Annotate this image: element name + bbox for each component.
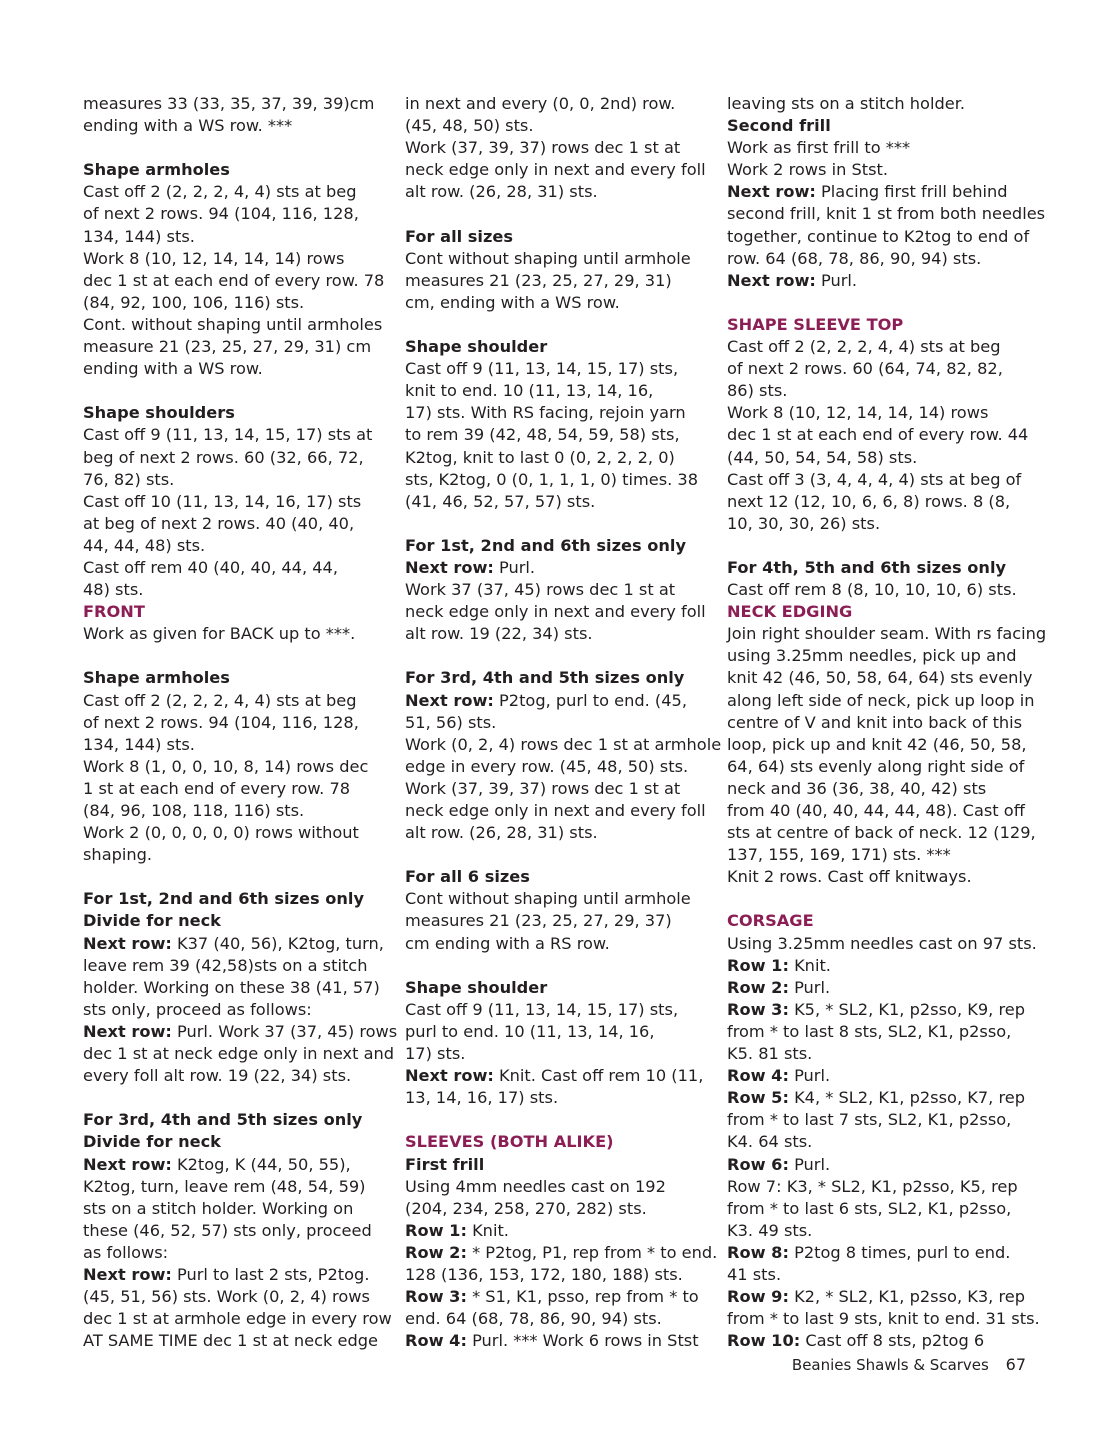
subheading: Divide for neck [83,1132,221,1152]
text-line: Cast off 9 (11, 13, 14, 15, 17) sts, [405,359,679,379]
paragraph-gap [83,137,393,159]
text-line: in next and every (0, 0, 2nd) row. [405,94,676,113]
instruction-line [405,1220,717,1242]
text-line: Cont without shaping until armhole [405,889,691,909]
text-line: Join right shoulder seam. With rs facing [727,624,1047,644]
text-line: 76, 82) sts. [83,469,175,489]
instruction-text: Knit. [466,1220,509,1240]
page-footer [792,1355,1026,1375]
paragraph-gap [405,203,717,225]
text-line: from * to last 7 sts, SL2, K1, p2sso, [727,1110,1012,1130]
instruction-line [727,955,1037,977]
instruction-text: Purl. [788,1066,831,1086]
row-label: Row 1: [727,955,789,975]
row-label: Next row: [405,1066,494,1086]
text-line: 134, 144) sts. [83,226,195,246]
text-line: Work 2 rows in Stst. [727,160,889,180]
text-line: dec 1 st at neck edge only in next and [83,1044,395,1064]
instruction-line [727,1154,1037,1176]
text-line: ending with a WS row. *** [83,116,293,136]
text-line: Cast off 9 (11, 13, 14, 15, 17) sts, [405,999,679,1019]
text-line: Work as given for BACK up to ***. [83,624,356,644]
text-line: knit 42 (46, 50, 58, 64, 64) sts evenly [727,668,1033,688]
instruction-text: Purl. *** Work 6 rows in Stst [466,1331,699,1351]
subheading: For 3rd, 4th and 5th sizes only [405,668,685,688]
text-line: row. 64 (68, 78, 86, 90, 94) sts. [727,248,982,268]
subheading: Shape shoulder [405,337,548,357]
text-line: measures 21 (23, 25, 27, 29, 31) [405,270,672,290]
text-column-3 [727,93,1047,1352]
subheading: Second frill [727,116,831,136]
text-line: Row 7: K3, * SL2, K1, p2sso, K5, rep [727,1176,1018,1196]
instruction-text: Purl. [493,557,536,577]
text-line: (84, 96, 108, 118, 116) sts. [83,801,305,820]
text-line: 44, 44, 48) sts. [83,535,206,555]
row-label: Row 1: [405,1220,467,1240]
instruction-text: P2tog, purl to end. (45, [493,690,687,710]
text-line: K3. 49 sts. [727,1220,813,1240]
paragraph-gap [727,888,1037,910]
subheading: First frill [405,1154,485,1174]
instruction-text: * S1, K1, psso, rep from * to [466,1287,699,1307]
paragraph-gap [405,645,717,667]
subheading: For 1st, 2nd and 6th sizes only [83,889,365,909]
row-label: Next row: [727,270,816,290]
instruction-text: K5, * SL2, K1, p2sso, K9, rep [788,999,1025,1019]
instruction-line [405,690,717,712]
text-line: alt row. 19 (22, 34) sts. [405,624,593,644]
text-line: Cast off 3 (3, 4, 4, 4, 4) sts at beg of [727,469,1022,489]
text-line: Work 2 (0, 0, 0, 0, 0) rows without [83,823,359,843]
paragraph-gap [405,955,717,977]
instruction-line [727,1065,1037,1087]
instruction-line [405,557,717,579]
text-line: sts, K2tog, 0 (0, 1, 1, 1, 0) times. 38 [405,469,699,489]
text-line: knit to end. 10 (11, 13, 14, 16, [405,381,654,401]
instruction-text: Purl. [815,270,858,290]
text-line: K5. 81 sts. [727,1044,813,1064]
text-line: ending with a WS row. [83,359,263,379]
instruction-line [405,1286,717,1308]
instruction-text: Cast off 8 sts, p2tog 6 [800,1331,985,1351]
text-line: neck and 36 (36, 38, 40, 42) sts [727,778,987,798]
instruction-text: K4, * SL2, K1, p2sso, K7, rep [788,1088,1025,1108]
text-line: (204, 234, 258, 270, 282) sts. [405,1198,647,1218]
text-line: 64, 64) sts evenly along right side of [727,756,1025,776]
instruction-line [727,977,1037,999]
text-line: edge in every row. (45, 48, 50) sts. [405,756,689,776]
text-line: 137, 155, 169, 171) sts. *** [727,845,951,865]
text-line: Cont. without shaping until armholes [83,314,383,334]
instruction-text: Purl. [788,977,831,997]
text-line: AT SAME TIME dec 1 st at neck edge [83,1331,379,1351]
instruction-line [727,181,1037,203]
text-line: (84, 92, 100, 106, 116) sts. [83,292,305,312]
subheading: For 4th, 5th and 6th sizes only [727,557,1007,577]
text-line: beg of next 2 rows. 60 (32, 66, 72, [83,447,364,467]
text-line: Cast off 9 (11, 13, 14, 15, 17) sts at [83,425,373,445]
row-label: Row 9: [727,1287,789,1307]
instruction-line [83,933,393,955]
text-line: Work (0, 2, 4) rows dec 1 st at armhole [405,734,722,754]
text-line: K2tog, knit to last 0 (0, 2, 2, 2, 0) [405,447,675,467]
text-line: Using 3.25mm needles cast on 97 sts. [727,933,1037,953]
instruction-line [727,1286,1037,1308]
row-label: Row 3: [727,999,789,1019]
subheading: Shape armholes [83,160,230,180]
text-line: Cast off 2 (2, 2, 2, 4, 4) sts at beg [727,337,1001,357]
instruction-text: Purl to last 2 sts, P2tog. [171,1264,370,1284]
text-line: leave rem 39 (42,58)sts on a stitch [83,955,368,975]
row-label: Row 2: [727,977,789,997]
text-line: sts only, proceed as follows: [83,999,312,1019]
text-line: 17) sts. With RS facing, rejoin yarn [405,403,686,423]
text-line: next 12 (12, 10, 6, 6, 8) rows. 8 (8, [727,491,1011,511]
text-line: Work (37, 39, 37) rows dec 1 st at [405,778,681,798]
text-line: measure 21 (23, 25, 27, 29, 31) cm [83,337,372,357]
row-label: Row 8: [727,1242,789,1262]
row-label: Next row: [405,557,494,577]
text-line: 51, 56) sts. [405,712,497,732]
text-line: 13, 14, 16, 17) sts. [405,1088,559,1108]
instruction-text: Placing first frill behind [815,182,1008,202]
section-heading: NECK EDGING [727,602,853,622]
instruction-text: * P2tog, P1, rep from * to end. [466,1242,718,1262]
text-line: Cast off 10 (11, 13, 14, 16, 17) sts [83,491,362,511]
text-line: Cast off rem 8 (8, 10, 10, 10, 6) sts. [727,580,1017,600]
text-line: leaving sts on a stitch holder. [727,94,966,113]
text-line: second frill, knit 1 st from both needles [727,204,1046,224]
text-line: (45, 51, 56) sts. Work (0, 2, 4) rows [83,1287,370,1307]
subheading: For 3rd, 4th and 5th sizes only [83,1110,363,1130]
text-line: loop, pick up and knit 42 (46, 50, 58, [727,734,1027,754]
text-line: from 40 (40, 40, 44, 44, 48). Cast off [727,801,1025,820]
row-label: Next row: [405,690,494,710]
text-line: shaping. [83,845,153,865]
row-label: Next row: [83,1154,172,1174]
row-label: Next row: [727,182,816,202]
text-line: holder. Working on these 38 (41, 57) [83,977,380,997]
instruction-line [405,1065,717,1087]
text-line: K2tog, turn, leave rem (48, 54, 59) [83,1176,366,1196]
text-line: purl to end. 10 (11, 13, 14, 16, [405,1021,655,1041]
text-line: neck edge only in next and every foll [405,160,706,180]
instruction-text: K2tog, K (44, 50, 55), [171,1154,351,1174]
subheading: For 1st, 2nd and 6th sizes only [405,535,687,555]
text-line: end. 64 (68, 78, 86, 90, 94) sts. [405,1309,662,1329]
instruction-line [83,1264,393,1286]
text-line: Work (37, 39, 37) rows dec 1 st at [405,138,681,158]
text-line: 48) sts. [83,580,144,600]
text-line: at beg of next 2 rows. 40 (40, 40, [83,513,355,533]
text-line: dec 1 st at each end of every row. 44 [727,425,1029,445]
text-line: Work 8 (10, 12, 14, 14, 14) rows [727,403,989,423]
subheading: Divide for neck [83,911,221,931]
section-heading: SHAPE SLEEVE TOP [727,314,904,334]
instruction-line [405,1330,717,1352]
subheading: Shape shoulders [83,403,235,423]
text-line: 134, 144) sts. [83,734,195,754]
paragraph-gap [727,292,1037,314]
text-line: 10, 30, 30, 26) sts. [727,513,881,533]
text-line: as follows: [83,1242,169,1262]
paragraph-gap [405,1109,717,1131]
row-label: Row 3: [405,1287,467,1307]
paragraph-gap [405,513,717,535]
instruction-line [727,270,1037,292]
text-line: Work 8 (10, 12, 14, 14, 14) rows [83,248,345,268]
footer-title: Beanies Shawls & Scarves [791,1356,989,1374]
text-line: 86) sts. [727,381,788,401]
text-line: every foll alt row. 19 (22, 34) sts. [83,1066,352,1086]
subheading: Shape armholes [83,668,230,688]
text-column-2 [405,93,722,1352]
page-number: 67 [1005,1355,1026,1374]
text-line: neck edge only in next and every foll [405,801,706,820]
instruction-text: P2tog 8 times, purl to end. [788,1242,1011,1262]
text-line: measures 33 (33, 35, 37, 39, 39)cm [83,94,375,113]
subheading: For all 6 sizes [405,867,530,887]
text-line: 1 st at each end of every row. 78 [83,778,351,798]
text-line: dec 1 st at each end of every row. 78 [83,270,385,290]
paragraph-gap [83,380,393,402]
text-line: together, continue to K2tog to end of [727,226,1030,246]
text-line: cm, ending with a WS row. [405,292,620,312]
text-line: along left side of neck, pick up loop in [727,690,1035,710]
row-label: Row 10: [727,1331,801,1351]
paragraph-gap [83,1087,393,1109]
paragraph-gap [83,645,393,667]
instruction-text: Purl. [788,1154,831,1174]
text-column-1 [83,93,398,1352]
text-line: Cast off 2 (2, 2, 2, 4, 4) sts at beg [83,690,357,710]
text-line: from * to last 6 sts, SL2, K1, p2sso, [727,1198,1012,1218]
text-line: dec 1 st at armhole edge in every row [83,1309,392,1329]
text-line: Cast off 2 (2, 2, 2, 4, 4) sts at beg [83,182,357,202]
text-line: neck edge only in next and every foll [405,602,706,622]
text-line: Work 8 (1, 0, 0, 10, 8, 14) rows dec [83,756,369,776]
text-line: Work 37 (37, 45) rows dec 1 st at [405,580,676,600]
text-line: of next 2 rows. 60 (64, 74, 82, 82, [727,359,1003,379]
text-line: 41 sts. [727,1264,782,1284]
instruction-line [727,1242,1037,1264]
row-label: Next row: [83,1021,172,1041]
section-heading: CORSAGE [727,911,814,931]
text-line: from * to last 9 sts, knit to end. 31 sts. [727,1309,1040,1329]
text-line: these (46, 52, 57) sts only, proceed [83,1220,372,1240]
instruction-line [727,1087,1037,1109]
text-line: cm ending with a RS row. [405,933,610,953]
row-label: Row 2: [405,1242,467,1262]
text-line: (44, 50, 54, 54, 58) sts. [727,447,918,467]
instruction-text: K2, * SL2, K1, p2sso, K3, rep [788,1287,1025,1307]
text-line: to rem 39 (42, 48, 54, 59, 58) sts, [405,425,680,445]
paragraph-gap [405,314,717,336]
row-label: Next row: [83,933,172,953]
text-line: Cont without shaping until armhole [405,248,691,268]
text-line: alt row. (26, 28, 31) sts. [405,823,598,843]
paragraph-gap [727,535,1037,557]
instruction-line [405,1242,717,1264]
row-label: Row 4: [727,1066,789,1086]
text-line: Knit 2 rows. Cast off knitways. [727,867,972,887]
subheading: Shape shoulder [405,977,548,997]
text-line: using 3.25mm needles, pick up and [727,646,1017,666]
instruction-text: Purl. Work 37 (37, 45) rows [171,1021,398,1041]
row-label: Next row: [83,1264,172,1284]
text-line: Work as first frill to *** [727,138,911,158]
paragraph-gap [405,844,717,866]
text-line: of next 2 rows. 94 (104, 116, 128, [83,712,359,732]
text-line: (41, 46, 52, 57, 57) sts. [405,491,596,511]
instruction-text: Knit. [788,955,831,975]
text-line: sts on a stitch holder. Working on [83,1198,354,1218]
text-line: 17) sts. [405,1044,466,1064]
text-line: of next 2 rows. 94 (104, 116, 128, [83,204,359,224]
text-line: centre of V and knit into back of this [727,712,1023,732]
instruction-line [83,1154,393,1176]
section-heading: SLEEVES (BOTH ALIKE) [405,1132,614,1152]
paragraph-gap [83,866,393,888]
instruction-line [727,1330,1037,1352]
instruction-line [83,1021,398,1043]
row-label: Row 6: [727,1154,789,1174]
text-line: 128 (136, 153, 172, 180, 188) sts. [405,1264,683,1284]
text-line: alt row. (26, 28, 31) sts. [405,182,598,202]
row-label: Row 5: [727,1088,789,1108]
text-line: from * to last 8 sts, SL2, K1, p2sso, [727,1021,1012,1041]
instruction-text: Knit. Cast off rem 10 (11, [493,1066,704,1086]
text-line: Using 4mm needles cast on 192 [405,1176,666,1196]
instruction-text: K37 (40, 56), K2tog, turn, [171,933,384,953]
subheading: For all sizes [405,226,514,246]
text-line: Cast off rem 40 (40, 40, 44, 44, [83,557,338,577]
text-line: K4. 64 sts. [727,1132,813,1152]
text-line: (45, 48, 50) sts. [405,116,534,136]
text-line: sts at centre of back of neck. 12 (129, [727,823,1036,843]
text-line: measures 21 (23, 25, 27, 29, 37) [405,911,672,931]
section-heading: FRONT [83,602,145,622]
instruction-line [727,999,1037,1021]
row-label: Row 4: [405,1331,467,1351]
